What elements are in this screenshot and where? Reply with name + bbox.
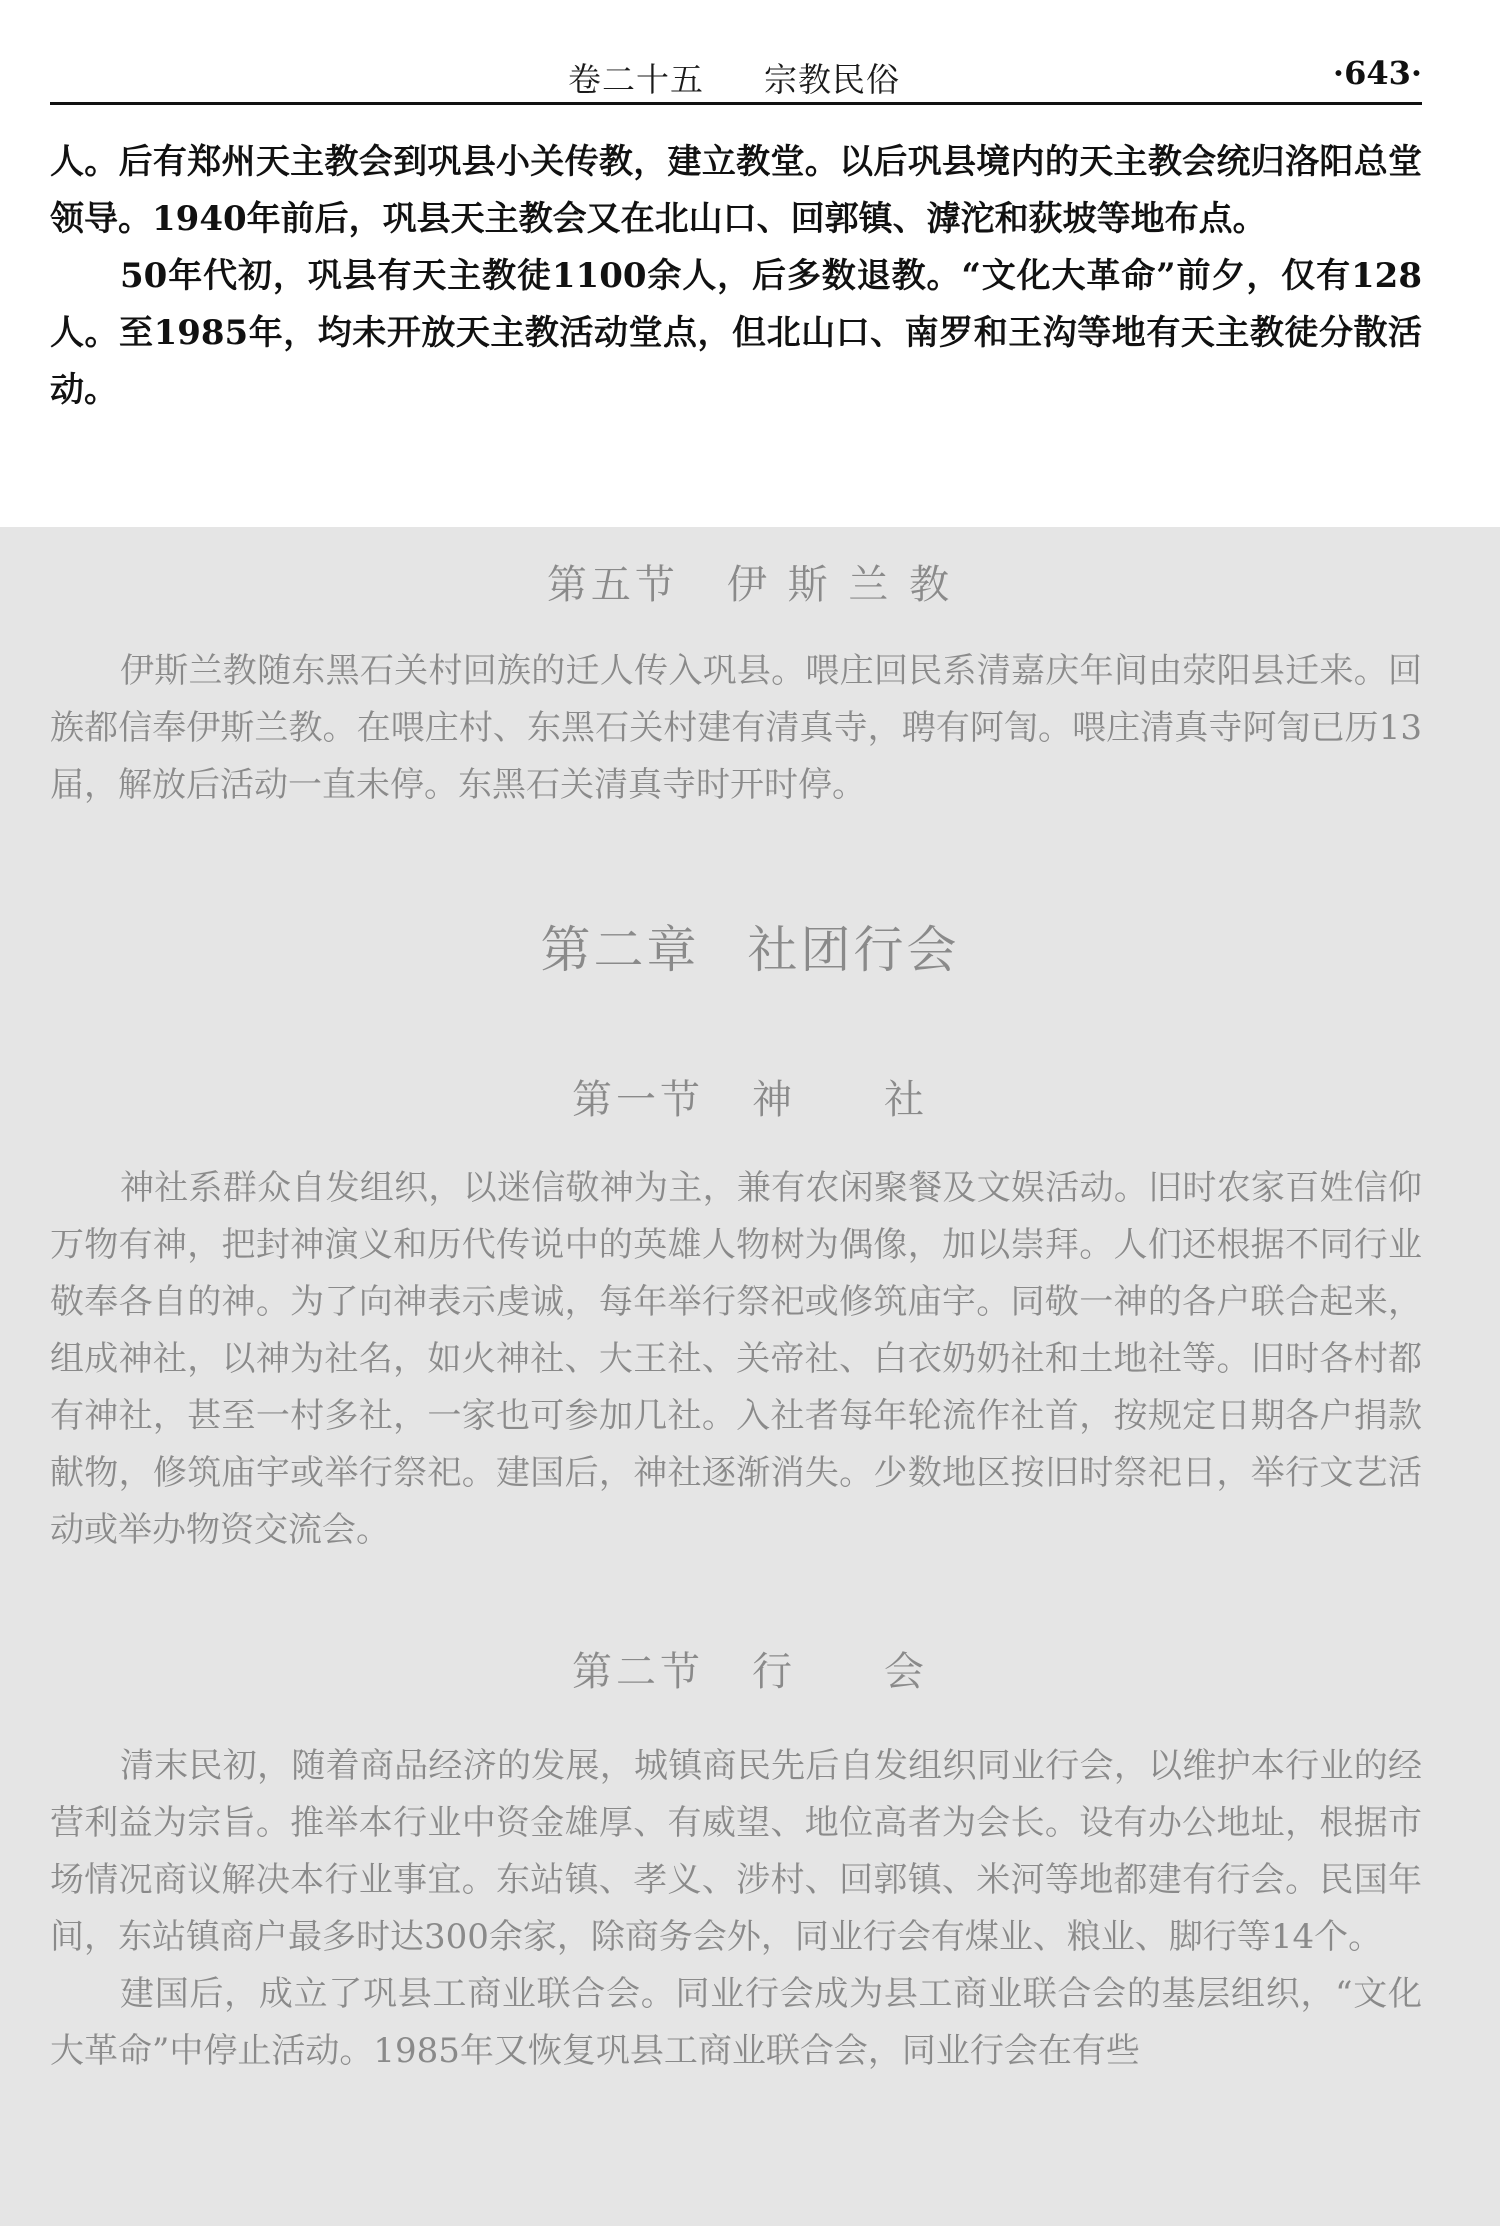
chapter-title: 社团行会: [747, 921, 960, 979]
header-rule: [50, 102, 1422, 105]
page-number: ·643·: [1332, 54, 1422, 92]
section-title: 神 社: [752, 1077, 928, 1123]
paragraph: 人。后有郑州天主教会到巩县小关传教，建立教堂。以后巩县境内的天主教会统归洛阳总堂领导。1940年前后，巩县天主教会又在北山口、回郭镇、滹沱和荻坡等地布点。: [50, 142, 1422, 239]
section-heading-islam: [0, 553, 1500, 610]
paragraph: 50年代初，巩县有天主教徒1100余人，后多数退教。“文化大革命”前夕，仅有128人。至1985年，均未开放天主教活动堂点，但北山口、南罗和王沟等地有天主教徒分散活动。: [50, 256, 1422, 410]
chapter-heading: [0, 910, 1500, 982]
section-guild-body: [50, 1738, 1422, 2080]
section-heading-guild: [0, 1640, 1500, 1697]
section-title: 行 会: [752, 1649, 928, 1695]
section-shrine-body: [50, 1160, 1422, 1559]
chapter-number: 第二章: [540, 921, 700, 979]
section-title: 伊 斯 兰 教: [726, 562, 954, 608]
paragraph: 伊斯兰教随东黑石关村回族的迁人传入巩县。喂庄回民系清嘉庆年间由荥阳县迁来。回族都信奉伊斯兰教。在喂庄村、东黑石关村建有清真寺，聘有阿訇。喂庄清真寺阿訇已历13届，解放后活动一直未停。东黑石关清真寺时开时停。: [50, 651, 1422, 805]
paragraph: 清末民初，随着商品经济的发展，城镇商民先后自发组织同业行会，以维护本行业的经营利益为宗旨。推举本行业中资金雄厚、有威望、地位高者为会长。设有办公地址，根据市场情况商议解决本行业事宜。东站镇、孝义、涉村、回郭镇、米河等地都建有行会。民国年间，东站镇商户最多时达300余家，除商务会外，同业行会有煤业、粮业、脚行等14个。: [50, 1746, 1422, 1957]
section-number: 第二节: [572, 1649, 704, 1695]
paragraph: 建国后，成立了巩县工商业联合会。同业行会成为县工商业联合会的基层组织，“文化大革命”中停止活动。1985年又恢复巩县工商业联合会，同业行会在有些: [50, 1974, 1422, 2071]
paragraph: 神社系群众自发组织，以迷信敬神为主，兼有农闲聚餐及文娱活动。旧时农家百姓信仰万物有神，把封神演义和历代传说中的英雄人物树为偶像，加以崇拜。人们还根据不同行业敬奉各自的神。为了向神表示虔诚，每年举行祭祀或修筑庙宇。同敬一神的各户联合起来，组成神社，以神为社名，如火神社、大王社、关帝社、白衣奶奶社和土地社等。旧时各村都有神社，甚至一村多社，一家也可参加几社。入社者每年轮流作社首，按规定日期各户捐款献物，修筑庙宇或举行祭祀。建国后，神社逐渐消失。少数地区按旧时祭祀日，举行文艺活动或举办物资交流会。: [50, 1168, 1422, 1550]
header-title: [568, 54, 900, 101]
running-header: [50, 50, 1422, 102]
header-volume: 卷二十五: [568, 60, 704, 99]
section-islam-body: [50, 643, 1422, 814]
section-number: 第五节: [546, 562, 679, 608]
top-section-body: [50, 134, 1422, 419]
section-heading-shrine: [0, 1068, 1500, 1125]
header-topic: 宗教民俗: [764, 60, 900, 99]
section-number: 第一节: [572, 1077, 704, 1123]
